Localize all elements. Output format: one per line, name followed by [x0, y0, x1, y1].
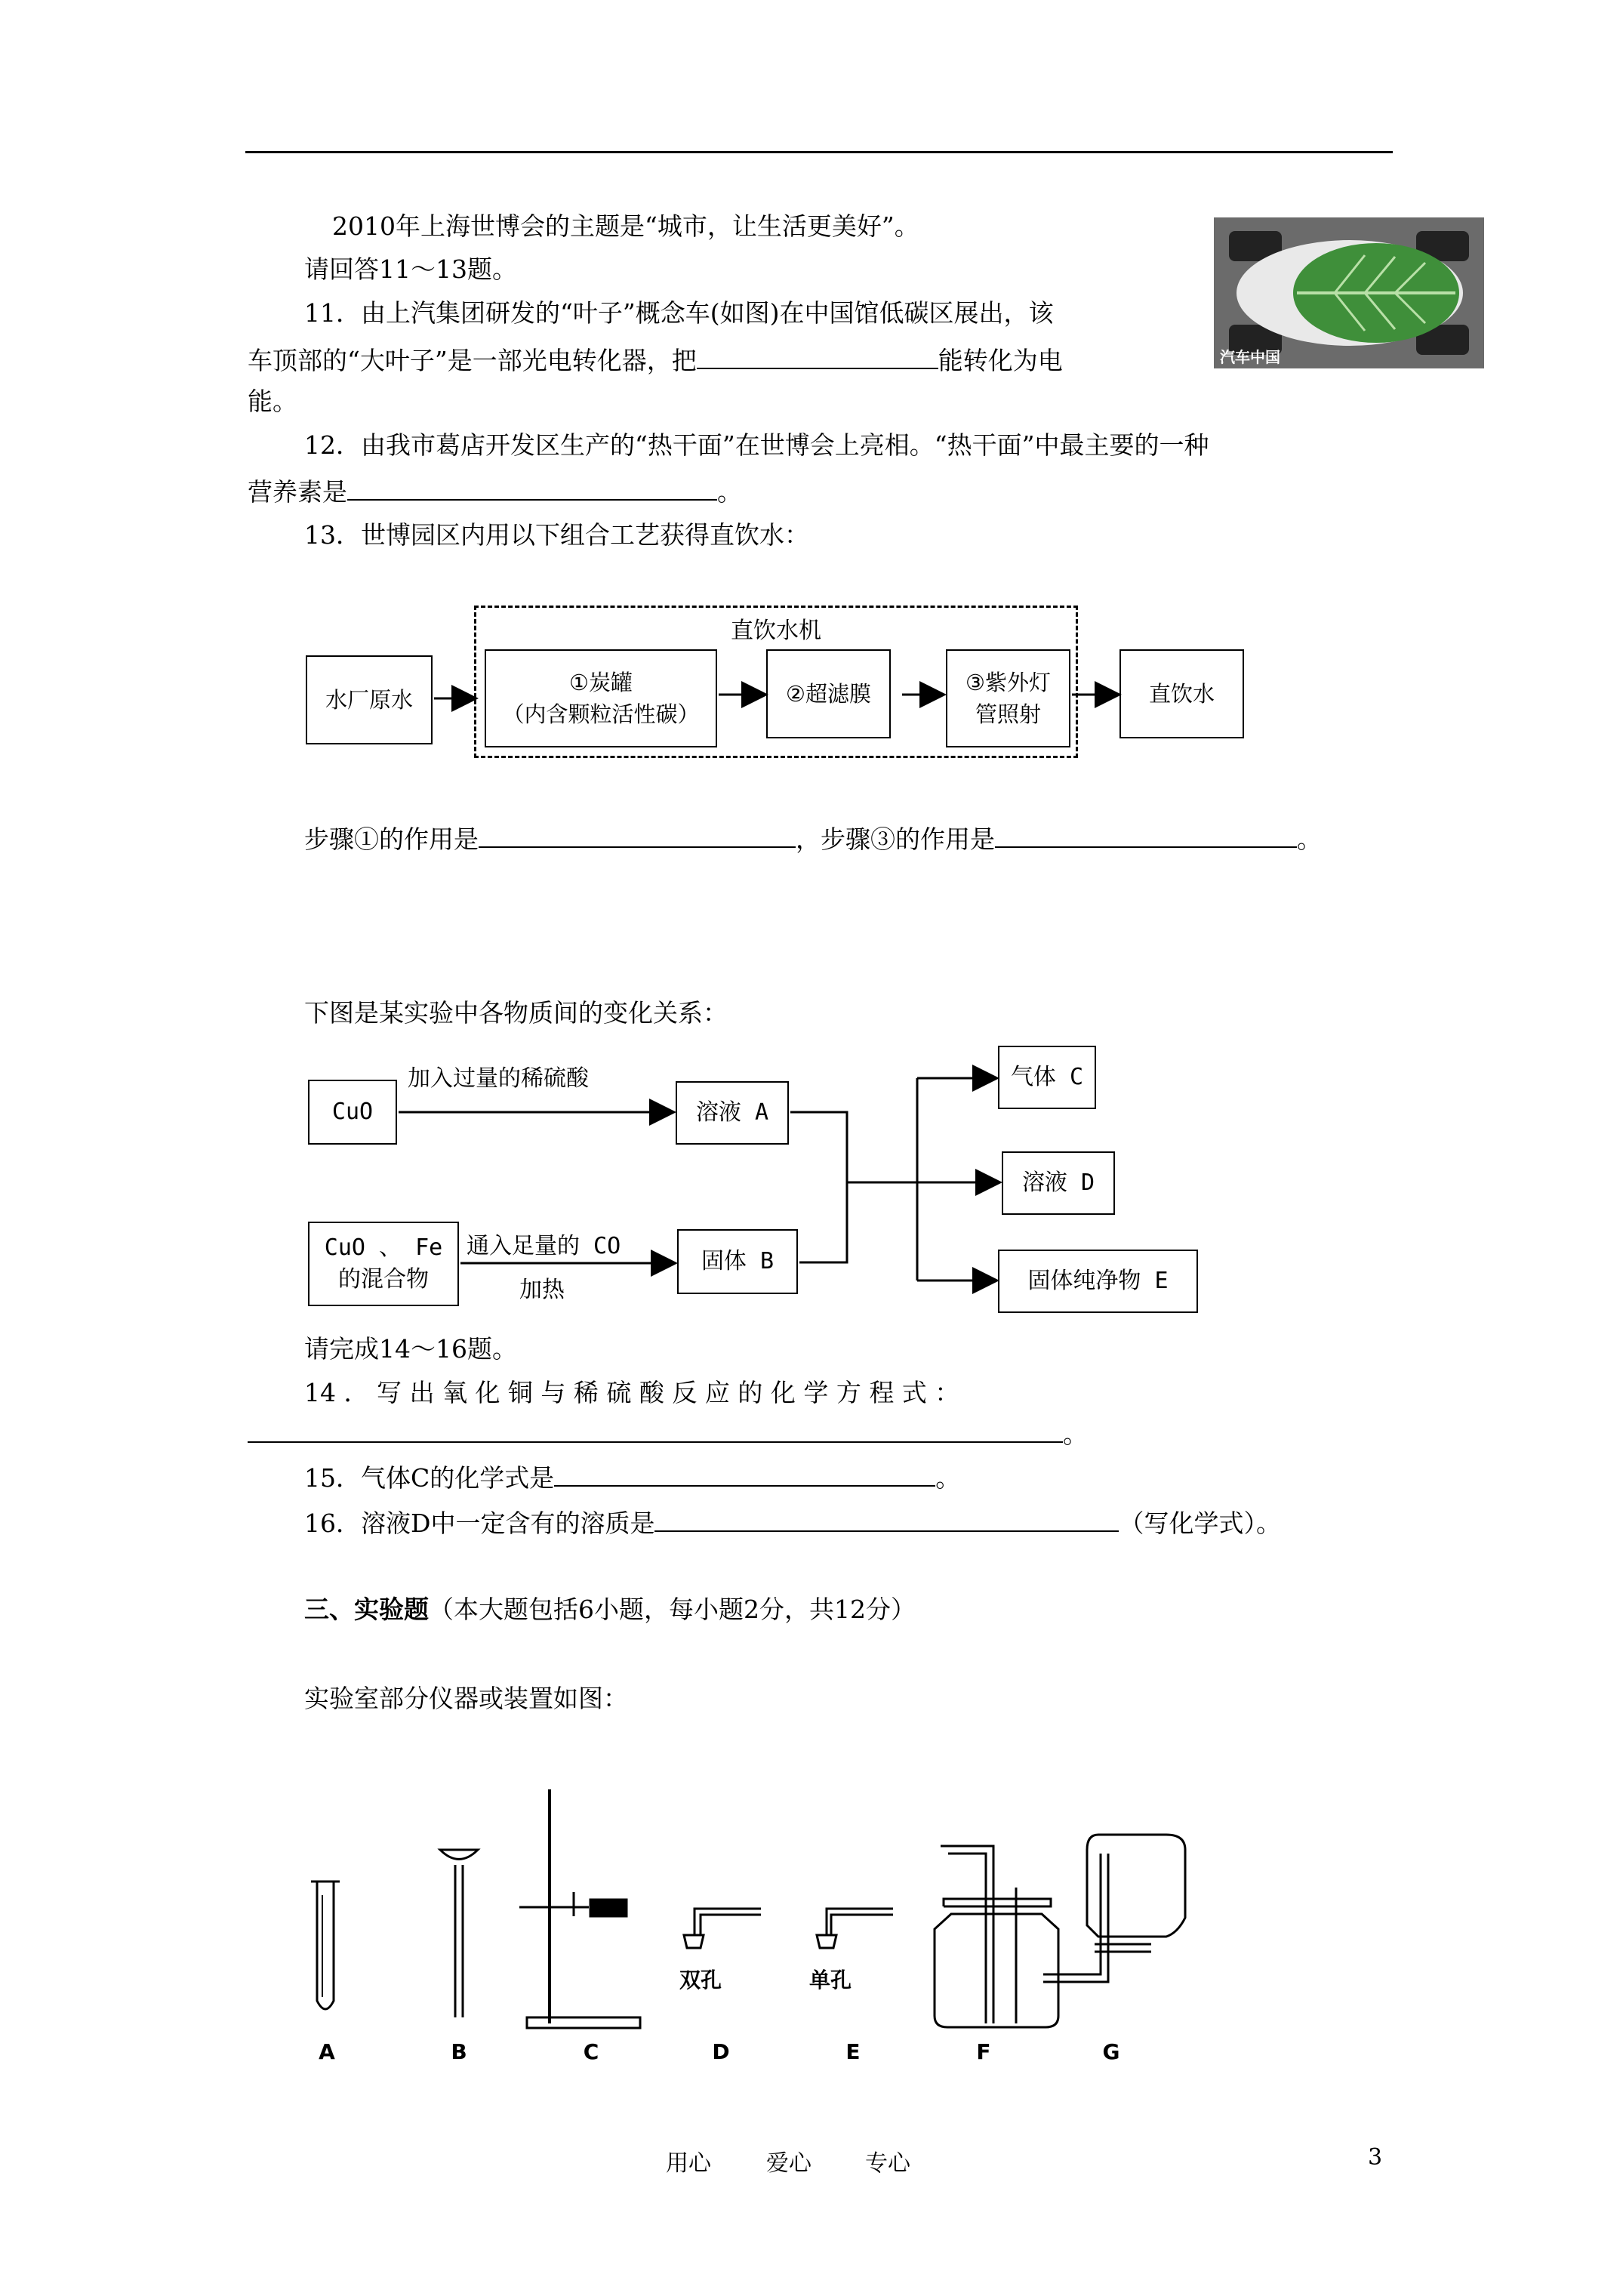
machine-title: 直饮水机: [731, 618, 821, 644]
reaction-diagram-lines: [0, 1019, 1623, 1336]
apparatus-label-d: D: [712, 2039, 730, 2064]
q13-step3-blank[interactable]: [995, 821, 1297, 848]
q13-answer-line: [304, 821, 1322, 856]
car-watermark: 汽车中国: [1220, 348, 1280, 366]
q12-text-after: 。: [717, 477, 742, 507]
q15-line: [304, 1459, 960, 1495]
mixture-line1: CuO 、 Fe: [324, 1234, 443, 1261]
q14-text: 14 ． 写 出 氧 化 铜 与 稀 硫 酸 反 应 的 化 学 方 程 式 ：: [304, 1378, 960, 1407]
reaction-intro: 下图是某实验中各物质间的变化关系：: [304, 998, 728, 1028]
q12-text-before: 营养素是: [248, 477, 347, 507]
iron-stand-icon: [519, 1789, 640, 2028]
apparatus-label-e: E: [845, 2039, 861, 2064]
q12-line1: 12．由我市葛店开发区生产的“热干面”在世博会上亮相。“热干面”中最主要的一种: [304, 430, 1209, 460]
footer-motto-1: 用心: [666, 2150, 711, 2177]
raw-water-box: 水厂原水: [306, 655, 433, 744]
q13-line1: 13．世博园区内用以下组合工艺获得直饮水：: [304, 520, 809, 550]
page-number: 3: [1368, 2144, 1383, 2171]
solution-d-box: 溶液 D: [1002, 1151, 1115, 1215]
long-neck-funnel-icon: [440, 1850, 478, 2017]
apparatus-label-c: C: [583, 2039, 599, 2064]
single-hole-stopper-icon: [817, 1909, 893, 1948]
cuo-box: CuO: [308, 1080, 397, 1145]
intro-theme: 2010年上海世博会的主题是“城市，让生活更美好”。: [332, 211, 919, 241]
carbon-tank-detail: （内含颗粒活性碳）: [502, 701, 700, 727]
q14-answer-line: [248, 1416, 1088, 1451]
q15-text-before: 15．气体C的化学式是: [304, 1463, 555, 1493]
apparatus-label-f: F: [976, 2039, 991, 2064]
solution-a-box: 溶液 A: [676, 1081, 789, 1145]
footer-motto-2: 爱心: [766, 2150, 812, 2177]
q15-answer-blank[interactable]: [554, 1459, 935, 1487]
apparatus-figure: [0, 1759, 1623, 2076]
q15-text-after: 。: [935, 1463, 961, 1493]
q14-text-after: 。: [1063, 1419, 1088, 1449]
q13-text-before: 步骤①的作用是: [304, 824, 479, 854]
q11-line1: 11．由上汽集团研发的“叶子”概念车(如图)在中国馆低碳区展出，该: [304, 298, 1054, 328]
test-tube-icon: [311, 1881, 340, 2009]
water-diagram-arrows: [0, 0, 1623, 831]
carbon-tank-title: ①炭罐: [569, 670, 633, 695]
q16-line: [304, 1505, 1281, 1540]
drinking-water-box: 直饮水: [1119, 649, 1244, 738]
solid-b-box: 固体 B: [677, 1229, 798, 1294]
label-heating: 加热: [519, 1277, 565, 1303]
apparatus-label-g: G: [1102, 2039, 1120, 2064]
single-hole-caption: 单孔: [808, 1968, 852, 1992]
apparatus-label-b: B: [451, 2039, 467, 2064]
q14-16-prompt: 请完成14～16题。: [304, 1334, 517, 1364]
q13-step1-blank[interactable]: [479, 821, 796, 848]
gas-collecting-bottle-icon: [935, 1846, 1058, 2027]
q16-text-before: 16．溶液D中一定含有的溶质是: [304, 1509, 655, 1538]
inverted-bottle-icon: [1043, 1835, 1185, 1982]
apparatus-label-a: A: [319, 2039, 335, 2064]
label-co-gas: 通入足量的 CO: [467, 1233, 621, 1259]
section3-title-rest: （本大题包括6小题，每小题2分，共12分）: [429, 1595, 916, 1624]
double-hole-stopper-icon: [684, 1909, 761, 1948]
uv-lamp-detail: 管照射: [975, 701, 1041, 727]
gas-c-box: 气体 C: [998, 1046, 1096, 1109]
solid-e-box: 固体纯净物 E: [998, 1250, 1198, 1313]
q11-text-after: 能转化为电: [938, 346, 1063, 375]
double-hole-caption: 双孔: [679, 1968, 722, 1992]
q16-answer-blank[interactable]: [654, 1505, 1119, 1532]
label-add-sulfuric-acid: 加入过量的稀硫酸: [408, 1065, 589, 1092]
q13-text-mid: ，步骤③的作用是: [796, 824, 995, 854]
section3-title-bold: 三、实验题: [304, 1595, 429, 1624]
q13-text-after: 。: [1297, 824, 1322, 854]
mixture-line2: 的混合物: [338, 1266, 429, 1293]
ultrafiltration-box: ②超滤膜: [766, 649, 891, 738]
section3-title: [304, 1593, 916, 1626]
q14-answer-blank[interactable]: [248, 1416, 1063, 1443]
q16-text-after: （写化学式）。: [1119, 1509, 1281, 1538]
uv-lamp-title: ③紫外灯: [965, 670, 1051, 695]
section3-intro: 实验室部分仪器或装置如图：: [304, 1684, 628, 1713]
intro-questions: 请回答11～13题。: [304, 254, 517, 284]
q11-text-before: 车顶部的“大叶子”是一部光电转化器，把: [248, 346, 697, 375]
footer-motto-3: 专心: [865, 2150, 910, 2177]
q11-line3: 能。: [248, 387, 297, 416]
